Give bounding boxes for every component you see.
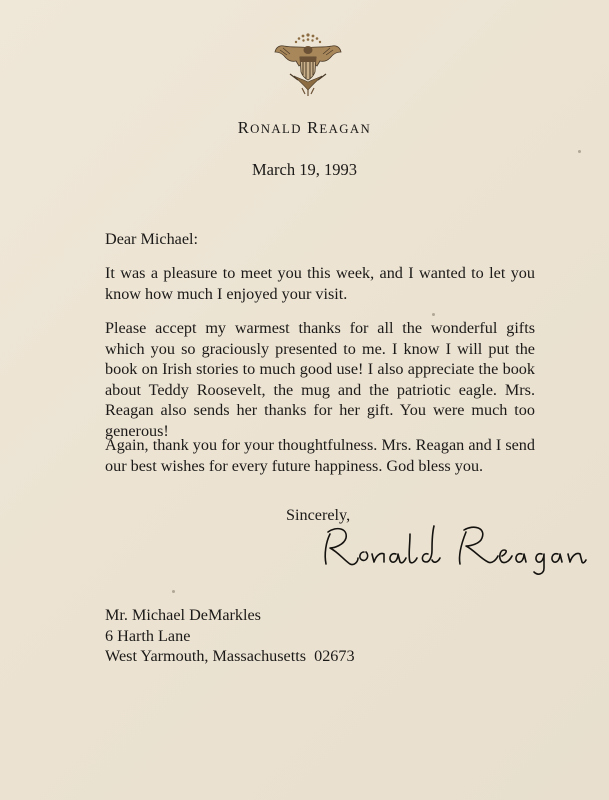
paragraph-text: Please accept my warmest thanks for all the wonderful gifts which you so graciously presented to me. I know I will put the book on Irish stories to much good use! I also appreciate the book about Teddy Roosevelt, the mug and the patriotic eagle. Mrs. Reagan also sends her thanks for her gift. You were much too generous! [105,319,535,440]
letter-paragraph [105,263,535,304]
paper-speck [432,313,435,316]
paper-speck [578,150,581,153]
sender-last-rest: EAGAN [319,122,372,136]
sender-first-initial: R [237,118,251,137]
recipient-city-state-zip: West Yarmouth, Massachusetts 02673 [105,647,355,665]
letterhead-sender-name [0,118,609,138]
sender-last-initial: R [307,118,320,137]
letter-date: March 19, 1993 [252,160,357,179]
closing: Sincerely, [286,506,351,524]
presidential-seal-icon [272,28,344,98]
paper-speck [172,590,175,593]
sender-first-rest: ONALD [250,122,302,136]
recipient-address [105,605,355,667]
letter-paragraph [105,435,535,476]
salutation: Dear Michael: [105,230,199,248]
letter-paragraph [105,318,535,441]
recipient-name: Mr. Michael DeMarkles [105,606,261,624]
recipient-street: 6 Harth Lane [105,626,191,645]
handwritten-signature [318,512,588,580]
paragraph-text: It was a pleasure to meet you this week, and I wanted to let you know how much I enjoyed your visit. [105,264,535,303]
paragraph-text: Again, thank you for your thoughtfulness. Mrs. Reagan and I send our best wishes for every future happiness. God bless you. [105,436,535,475]
